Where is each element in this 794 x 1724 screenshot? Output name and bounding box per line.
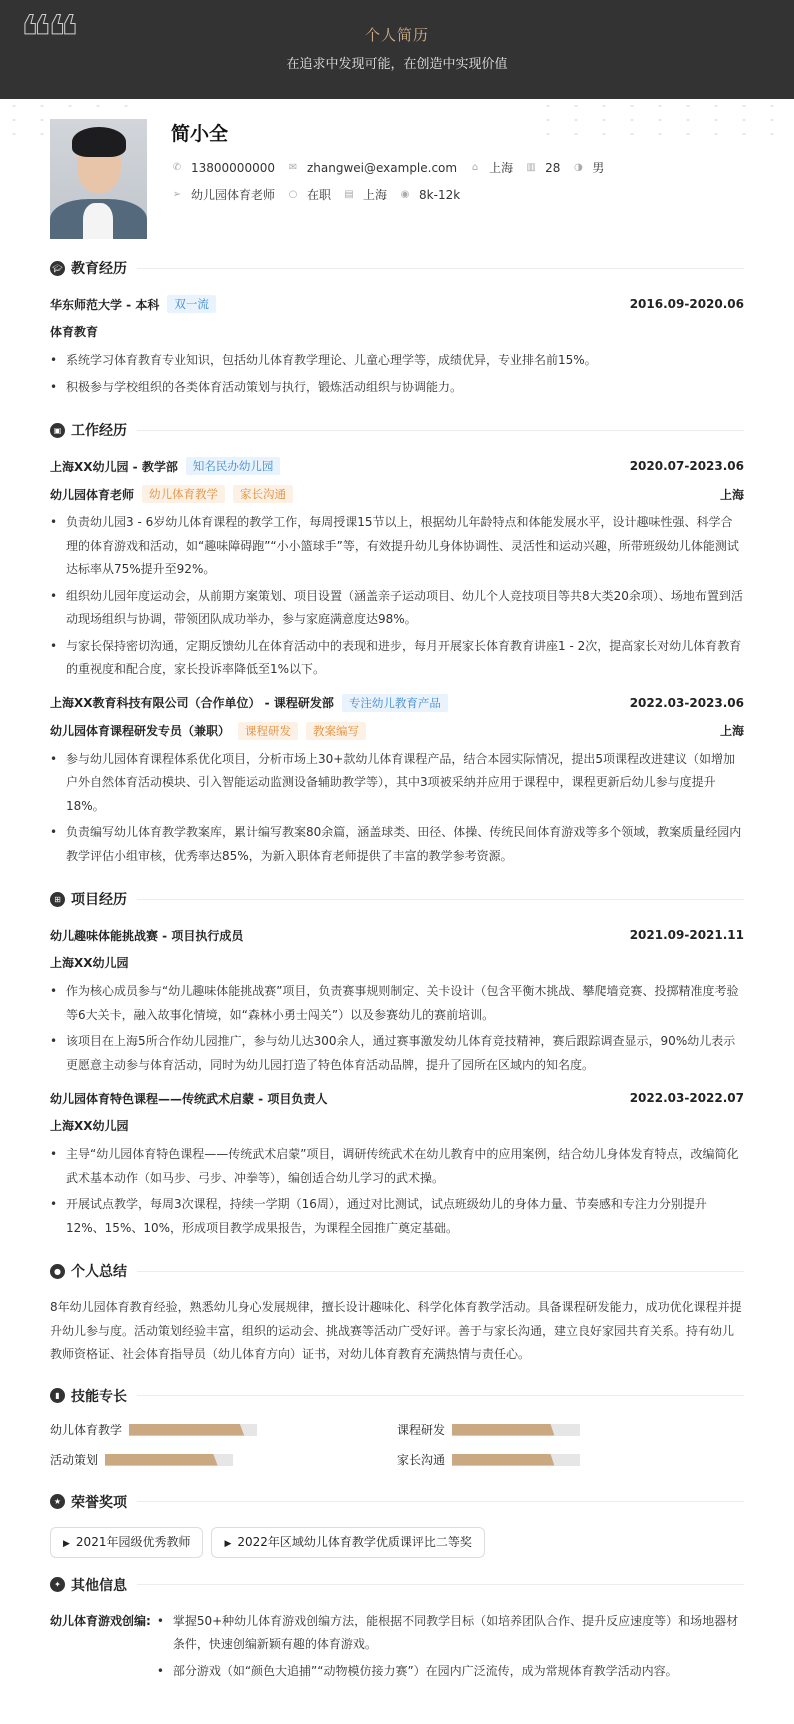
role-tag: 教案编写 [306, 722, 366, 740]
job-role: 幼儿园体育课程研发专员（兼职） [50, 724, 231, 738]
list-item: • 组织幼儿园年度运动会，从前期方案策划、项目设置（涵盖亲子运动项目、幼儿个人竞技项目等共8大类20余项）、场地布置到活动现场组织与协调，带领团队成功举办，参与家庭满意度达98%。 [50, 585, 744, 632]
other-info-section [50, 1574, 744, 1687]
list-item: • 作为核心成员参与“幼儿趣味体能挑战赛”项目，负责赛事规则制定、关卡设计（包含平衡木挑战、攀爬墙竞赛、投掷精准度考验等6大关卡，融入故事化情境，如“森林小勇士闯关”）以及参赛幼儿的赛前培训。 [50, 980, 744, 1027]
list-item: • 负责幼儿园3 - 6岁幼儿体育课程的教学工作，每周授课15节以上，根据幼儿年龄特点和体能发展水平，设计趣味性强、科学合理的体育游戏和活动，如“趣味障碍跑”“小小篮球手”等，有效提升幼儿身体协调性、灵活性和运动兴趣，所带班级幼儿体能测试达标率从75%提升至92%。 [50, 511, 744, 582]
skill-bar [452, 1424, 580, 1436]
section-title: 工作经历 [71, 423, 127, 439]
send-icon: ➢ [172, 189, 182, 200]
skill-item [397, 1421, 744, 1439]
contact-row [171, 159, 616, 176]
section-title: 荣誉奖项 [71, 1494, 127, 1511]
project-name: 幼儿园体育特色课程——传统武术启蒙 - 项目负责人 [50, 1091, 328, 1106]
project-org: 上海XX幼儿园 [50, 956, 129, 970]
skill-item [50, 1451, 397, 1469]
gender-icon: ◑ [574, 162, 583, 173]
triangle-right-icon: ▶ [224, 1538, 232, 1549]
role-tag: 幼儿体育教学 [142, 485, 225, 503]
gender: 男 [592, 161, 605, 175]
mail-icon: ✉ [288, 162, 298, 173]
skill-label: 课程研发 [397, 1423, 446, 1437]
skills-section [50, 1385, 744, 1469]
divider [137, 1271, 744, 1272]
graduation-cap-icon: 🎓︎ [50, 261, 65, 276]
job-role: 幼儿园体育老师 [50, 487, 135, 502]
edu-date: 2016.09-2020.06 [629, 297, 744, 311]
job-intent-row [171, 186, 616, 203]
list-item: • 参与幼儿园体育课程体系优化项目，分析市场上30+款幼儿体育课程产品，结合本园实际情况，提出5项课程改进建议（如增加户外自然体育活动模块、引入智能运动监测设备辅助教学等），其中3项被采纳并应用于课程中，课程更新后幼儿参与度提升18%。 [50, 748, 744, 819]
section-title: 教育经历 [71, 261, 127, 277]
divider [137, 1395, 744, 1396]
section-title: 项目经历 [71, 892, 127, 908]
divider [137, 430, 744, 431]
awards-section [50, 1491, 744, 1558]
work-section [50, 419, 744, 868]
age-icon: ▥ [526, 162, 536, 173]
skill-bar [105, 1454, 233, 1466]
summary-section [50, 1260, 744, 1367]
resume-subtitle: 在追求中发现可能，在创造中实现价值 [286, 57, 508, 72]
skill-bar [129, 1424, 257, 1436]
expected-salary: 8k-12k [419, 187, 461, 202]
list-item: • 系统学习体育教育专业知识，包括幼儿体育教学理论、儿童心理学等，成绩优异，专业排名前15%。 [50, 349, 744, 373]
role-tag: 课程研发 [238, 722, 298, 740]
project-org: 上海XX幼儿园 [50, 1119, 129, 1133]
list-item: • 积极参与学校组织的各类体育活动策划与执行，锻炼活动组织与协调能力。 [50, 376, 744, 400]
triangle-right-icon: ▶ [63, 1538, 70, 1549]
company-tag: 专注幼儿教育产品 [342, 694, 448, 712]
divider [137, 1501, 744, 1502]
residence: 上海 [489, 161, 514, 175]
summary-text: 8年幼儿园体育教育经验，熟悉幼儿身心发展规律，擅长设计趣味化、科学化体育教学活动。具备课程研发能力，成功优化课程并提升幼儿参与度。活动策划经验丰富，组织的运动会、挑战赛等活动广受好评。善于与家长沟通，建立良好家园共育关系。持有幼儿教师资格证、社会体育指导员（幼儿体育方向）证书，对幼儿体育教育充满热情与责任心。 [50, 1300, 742, 1361]
award-item [50, 1527, 203, 1558]
resume-title: 个人简历 [364, 26, 429, 44]
job-status: 在职 [307, 188, 332, 202]
award-label: 2021年园级优秀教师 [75, 1534, 191, 1549]
skill-label: 家长沟通 [397, 1453, 446, 1467]
medal-icon: ★ [50, 1494, 65, 1509]
award-label: 2022年区域幼儿体育教学优质课评比二等奖 [237, 1534, 472, 1549]
briefcase-icon: ▣ [50, 423, 65, 438]
section-title: 个人总结 [71, 1264, 127, 1280]
other-info-label: 幼儿体育游戏创编: [50, 1613, 151, 1628]
school-name: 华东师范大学 - 本科 [50, 297, 160, 312]
divider [137, 899, 744, 900]
candidate-name: 简小全 [171, 123, 229, 145]
list-item: • 掌握50+种幼儿体育游戏创编方法，能根据不同教学目标（如培养团队合作、提升反应速度等）和场地器材条件，快速创编新颖有趣的体育游戏。 [157, 1610, 744, 1657]
target-city: 上海 [363, 188, 388, 202]
divider [137, 1584, 744, 1585]
quote-mark-icon: ❝❝ [20, 3, 75, 71]
projects-section [50, 888, 744, 1240]
star-badge-icon: ✦ [50, 1577, 65, 1592]
work-location: 上海 [719, 487, 744, 502]
section-title: 技能专长 [71, 1388, 127, 1405]
list-item: • 主导“幼儿园体育特色课程——传统武术启蒙”项目，调研传统武术在幼儿教育中的应用案例，结合幼儿身体发育特点，改编简化武术基本动作（如马步、弓步、冲拳等），编创适合幼儿学习的武术操。 [50, 1143, 744, 1190]
work-date: 2020.07-2023.06 [629, 459, 744, 473]
target-position: 幼儿园体育老师 [191, 188, 276, 202]
skill-bar [452, 1454, 580, 1466]
skill-label: 幼儿体育教学 [50, 1423, 123, 1437]
status-icon: ○ [288, 189, 298, 200]
company-name: 上海XX教育科技有限公司（合作单位） - 课程研发部 [50, 696, 334, 710]
project-date: 2021.09-2021.11 [629, 928, 744, 942]
major: 体育教育 [50, 325, 99, 339]
avatar-photo [50, 119, 147, 239]
role-tag: 家长沟通 [233, 485, 293, 503]
email-address: zhangwei@example.com [306, 160, 458, 175]
education-section [50, 257, 744, 399]
phone-number: 13800000000 [191, 160, 275, 175]
school-tag: 双一流 [167, 295, 216, 313]
project-date: 2022.03-2022.07 [629, 1091, 744, 1105]
bar-chart-icon: ▮ [50, 1388, 65, 1403]
company-name: 上海XX幼儿园 - 教学部 [50, 459, 178, 474]
grid-icon: ⊞ [50, 892, 65, 907]
project-name: 幼儿趣味体能挑战赛 - 项目执行成员 [50, 928, 244, 943]
list-item: • 部分游戏（如“颜色大追捕”“动物模仿接力赛”）在园内广泛流传，成为常规体育教学活动内容。 [157, 1660, 744, 1684]
list-item: • 该项目在上海5所合作幼儿园推广，参与幼儿达300余人，通过赛事激发幼儿体育竞技精神，赛后跟踪调查显示，90%幼儿表示更愿意主动参与体育活动，同时为幼儿园打造了特色体育活动品牌，提升了园所在区域内的知名度。 [50, 1030, 744, 1077]
skill-label: 活动策划 [50, 1453, 99, 1467]
profile-block [50, 99, 744, 259]
work-location: 上海 [719, 724, 744, 738]
list-item: • 开展试点教学，每周3次课程，持续一学期（16周），通过对比测试，试点班级幼儿的身体力量、节奏感和专注力分别提升12%、15%、10%，形成项目教学成果报告，为课程全园推广奠定基础。 [50, 1193, 744, 1240]
phone-icon: ✆ [172, 162, 182, 173]
company-tag: 知名民办幼儿园 [186, 457, 281, 475]
list-item: • 与家长保持密切沟通，定期反馈幼儿在体育活动中的表现和进步，每月开展家长体育教育讲座1 - 2次，提高家长对幼儿体育教育的重视度和配合度，家长投诉率降低至1%以下。 [50, 635, 744, 682]
skill-item [397, 1451, 744, 1469]
skill-item [50, 1421, 397, 1439]
award-item [211, 1527, 484, 1558]
home-icon: ⌂ [471, 162, 479, 173]
user-icon: ● [50, 1264, 65, 1279]
divider [137, 268, 744, 269]
age: 28 [545, 160, 561, 175]
salary-icon: ◉ [400, 189, 410, 200]
resume-header [0, 0, 794, 99]
work-date: 2022.03-2023.06 [629, 695, 744, 710]
list-item: • 负责编写幼儿体育教学教案库，累计编写教案80余篇，涵盖球类、田径、体操、传统民间体育游戏等多个领域，教案质量经园内教学评估小组审核，优秀率达85%，为新入职体育老师提供了丰富的教学参考资源。 [50, 821, 744, 868]
section-title: 其他信息 [71, 1577, 127, 1594]
building-icon: ▤ [344, 189, 354, 200]
